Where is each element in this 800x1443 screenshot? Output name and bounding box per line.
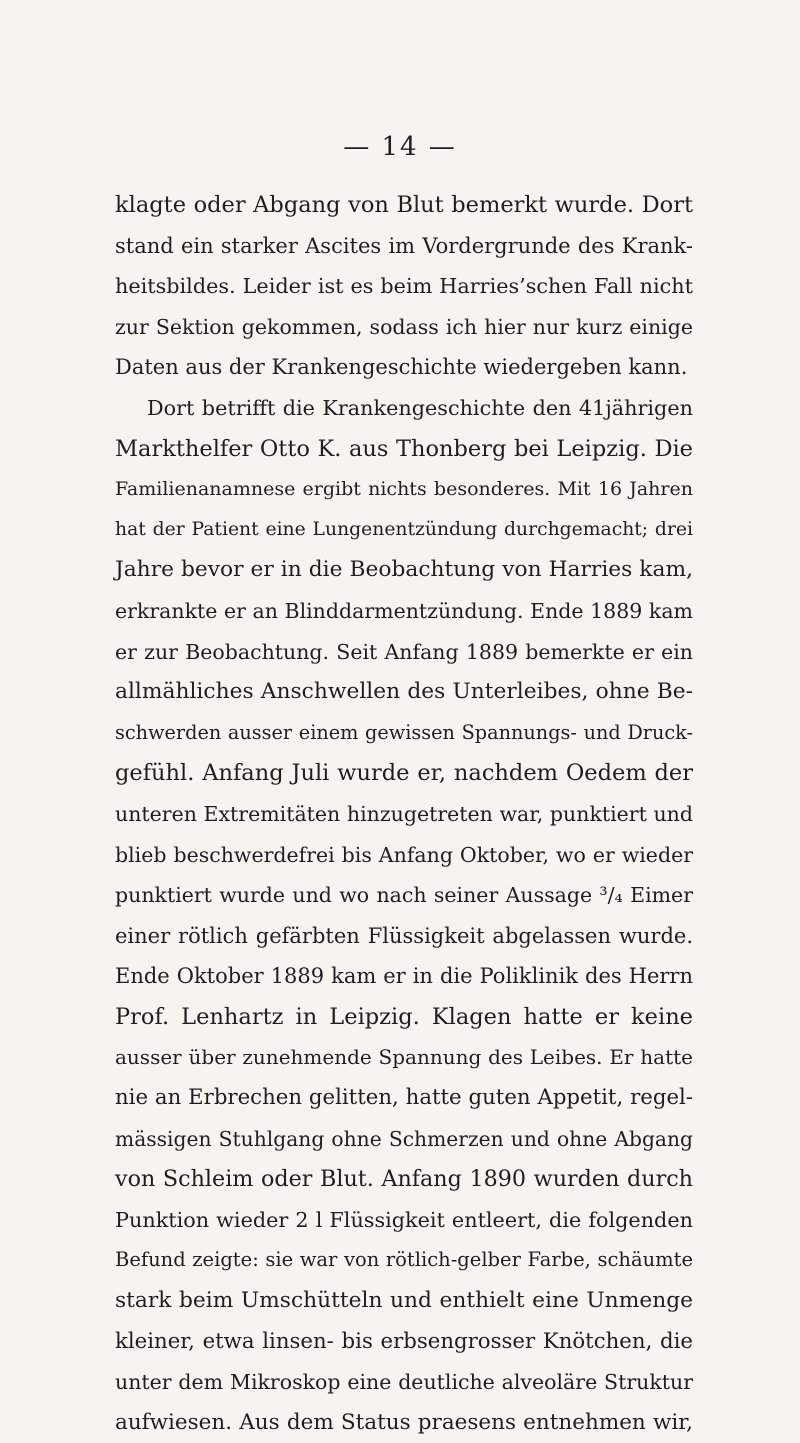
text-line: unter dem Mikroskop eine deutliche alveoläre Struktur	[115, 1370, 693, 1395]
text-line: Prof. Lenhartz in Leipzig. Klagen hatte er keine	[115, 1003, 693, 1030]
text-line: Jahre bevor er in die Beobachtung von Harries kam,	[115, 557, 693, 583]
text-line: Dort betrifft die Krankengeschichte den 41jährigen	[147, 395, 693, 420]
text-line: stark beim Umschütteln und enthielt eine Unmenge	[115, 1288, 693, 1314]
text-line: punktiert wurde und wo nach seiner Aussage ³/₄ Eimer	[115, 883, 693, 908]
text-line: stand ein starker Ascites im Vordergrunde des Krank-	[115, 233, 693, 258]
text-line: Ende Oktober 1889 kam er in die Poliklinik des Herrn	[115, 964, 693, 989]
text-line: heitsbildes. Leider ist es beim Harries’schen Fall nicht	[115, 274, 693, 299]
text-line: er zur Beobachtung. Seit Anfang 1889 bemerkte er ein	[115, 639, 693, 664]
text-line: Familienanamnese ergibt nichts besonderes. Mit 16 Jahren	[115, 478, 693, 501]
text-line: unteren Extremitäten hinzugetreten war, punktiert und	[115, 801, 693, 826]
text-line: klagte oder Abgang von Blut bemerkt wurde. Dort	[115, 192, 693, 218]
text-line: hat der Patient eine Lungenentzündung durchgemacht; drei	[115, 518, 693, 540]
text-line: nie an Erbrechen gelitten, hatte guten Appetit, regel-	[115, 1085, 693, 1111]
text-line: von Schleim oder Blut. Anfang 1890 wurden durch	[115, 1166, 693, 1193]
text-line: blieb beschwerdefrei bis Anfang Oktober, wo er wieder	[115, 842, 693, 867]
text-line: Befund zeigte: sie war von rötlich-gelber Farbe, schäumte	[115, 1248, 693, 1272]
text-line: schwerden ausser einem gewissen Spannungs- und Druck-	[115, 720, 693, 744]
text-line: Daten aus der Krankengeschichte wiedergeben kann.	[115, 355, 688, 380]
text-line: kleiner, etwa linsen- bis erbsengrosser Knötchen, die	[115, 1328, 693, 1354]
text-line: allmähliches Anschwellen des Unterleibes, ohne Be-	[115, 679, 693, 705]
body-text	[115, 185, 693, 1443]
text-line: ausser über zunehmende Spannung des Leibes. Er hatte	[115, 1045, 693, 1070]
text-line: Markthelfer Otto K. aus Thonberg bei Leipzig. Die	[115, 435, 693, 462]
text-line: Punktion wieder 2 l Flüssigkeit entleert, die folgenden	[115, 1207, 693, 1232]
text-line: aufwiesen. Aus dem Status praesens entnehmen wir,	[115, 1409, 693, 1435]
text-line: mässigen Stuhlgang ohne Schmerzen und ohne Abgang	[115, 1126, 693, 1151]
page-number: — 14 —	[343, 132, 457, 162]
text-line: zur Sektion gekommen, sodass ich hier nur kurz einige	[115, 314, 693, 339]
text-line: gefühl. Anfang Juli wurde er, nachdem Oedem der	[115, 760, 693, 787]
text-line: einer rötlich gefärbten Flüssigkeit abgelassen wurde.	[115, 923, 693, 948]
text-line: erkrankte er an Blinddarmentzündung. Ende 1889 kam	[115, 598, 693, 623]
